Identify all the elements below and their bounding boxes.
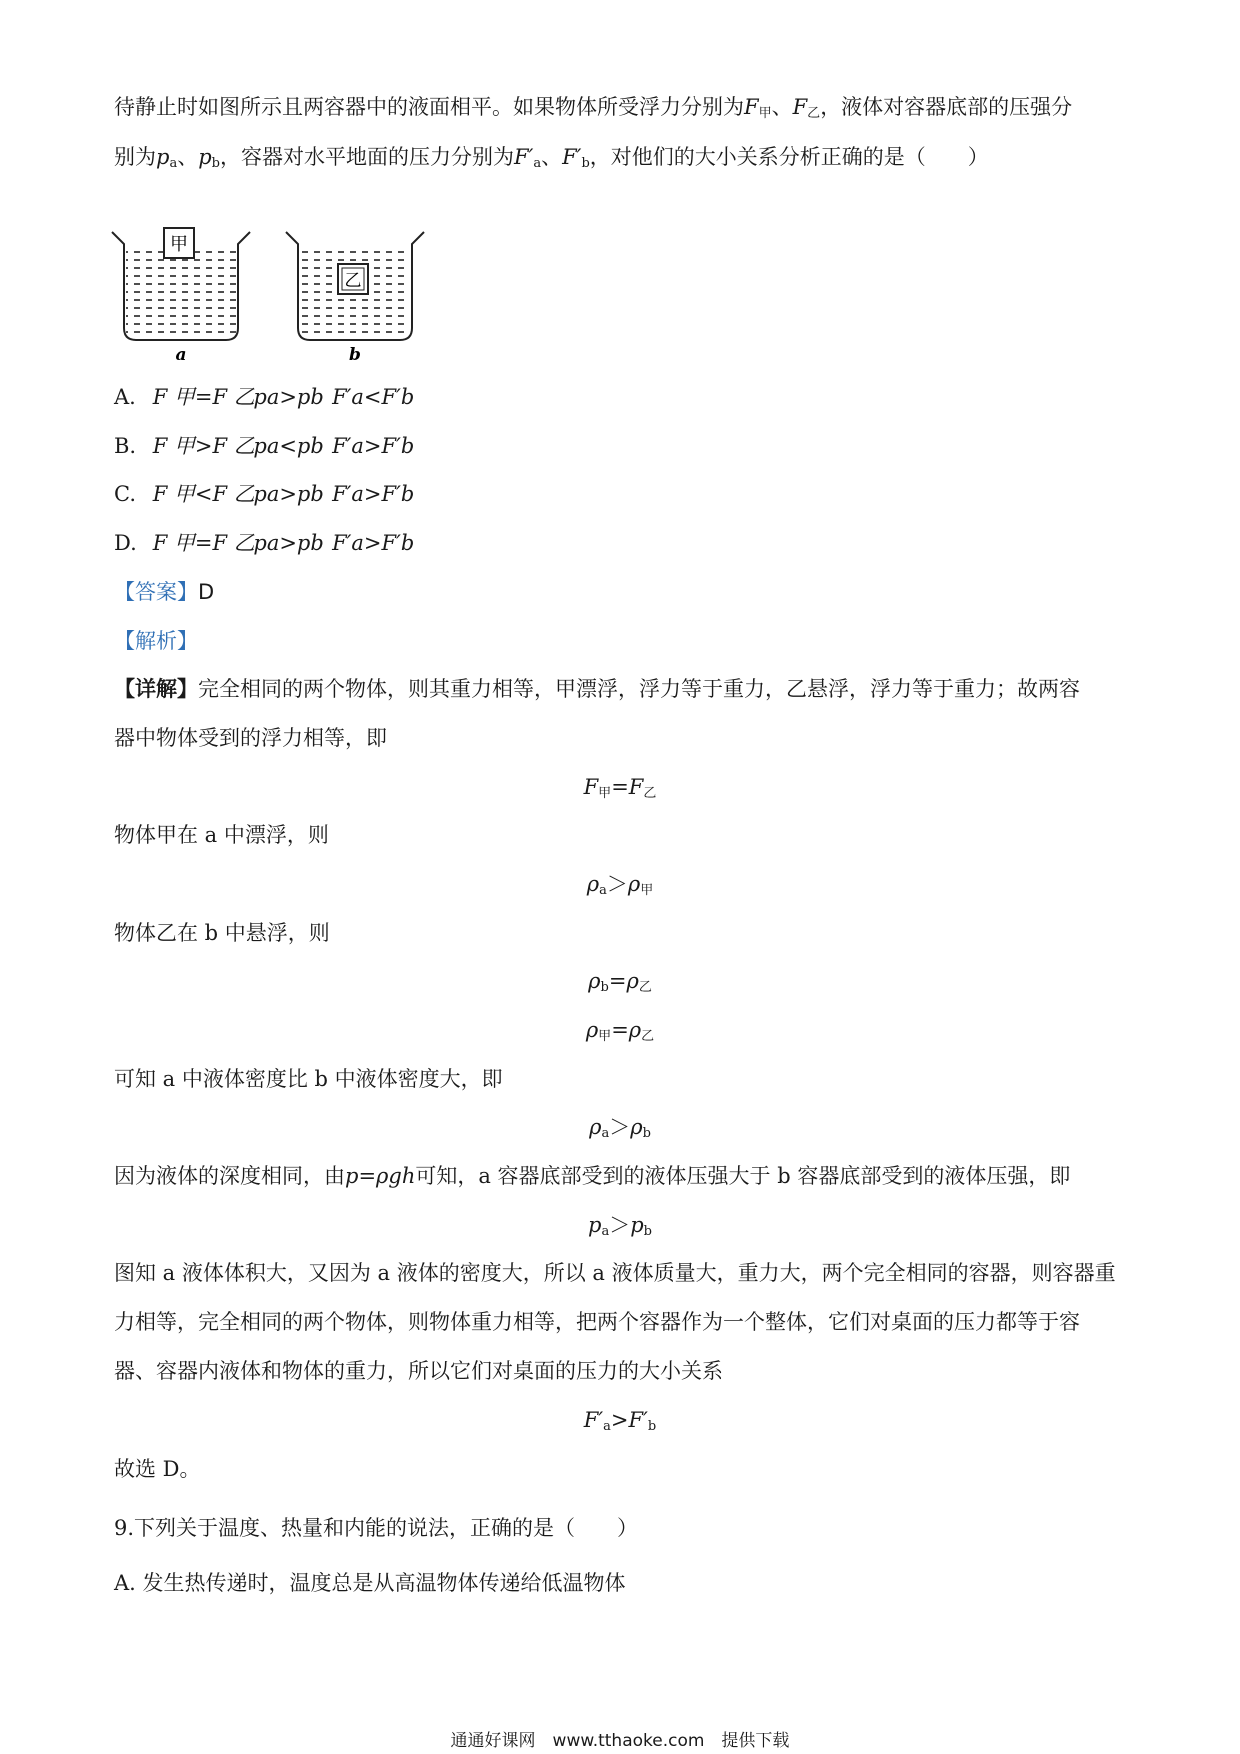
- answer-tag: 【答案】: [114, 580, 198, 604]
- option-d-p: pa>pb: [253, 531, 324, 555]
- analysis-line: [114, 626, 198, 656]
- formula-f: $F_甲=F_乙$: [583, 775, 657, 801]
- q8-text-1: 待静止时如图所示且两容器中的液面相平。如果物体所受浮力分别为: [114, 95, 744, 119]
- answer-line: [114, 577, 214, 607]
- detail-s5a: 因为液体的深度相同，由: [114, 1164, 345, 1188]
- detail-s4: 可知 a 中液体密度比 b 中液体密度大，即: [114, 1067, 503, 1091]
- formula-rho-ab: $\rho_a>\rho_b$: [589, 1115, 651, 1141]
- formula-pressure: p=ρgh: [345, 1164, 416, 1188]
- container-a: [112, 228, 250, 364]
- option-c[interactable]: [114, 479, 414, 509]
- option-a-fp: F′a<F′b: [332, 385, 415, 409]
- option-a-letter: A.: [114, 385, 136, 409]
- detail-p1: 完全相同的两个物体，则其重力相等，甲漂浮，浮力等于重力，乙悬浮，浮力等于重力；故两容: [198, 677, 1080, 701]
- detail-conclusion: 故选 D。: [114, 1457, 201, 1481]
- label-a: a: [175, 345, 187, 364]
- detail-p1b: 器中物体受到的浮力相等，即: [114, 726, 387, 750]
- option-b-f: F 甲>F 乙: [152, 434, 255, 458]
- formula-fprime: $F'_a>F'_b$: [583, 1408, 657, 1434]
- detail-s6-1: 图知 a 液体体积大，又因为 a 液体的密度大，所以 a 液体质量大，重力大，两个完全相同的容器，则容器重: [114, 1261, 1116, 1285]
- q8-line-1: 待静止时如图所示且两容器中的液面相平。如果物体所受浮力分别为$F_甲$、$F_乙$，液体对容器底部的压强分: [114, 95, 1073, 121]
- option-b-letter: B.: [114, 434, 137, 458]
- option-c-f: F 甲<F 乙: [152, 482, 255, 506]
- detail-s5b: 可知，a 容器底部受到的液体压强大于 b 容器底部受到的液体压强，即: [415, 1164, 1071, 1188]
- q8-text-2a: 别为: [114, 145, 156, 169]
- analysis-tag: 【解析】: [114, 629, 198, 653]
- formula-rho-a: $\rho_a>\rho_甲$: [586, 872, 654, 898]
- option-d[interactable]: [114, 528, 414, 558]
- q8-text-2b: ，容器对水平地面的压力分别为: [220, 145, 514, 169]
- detail-tag: 【详解】: [114, 677, 198, 701]
- container-figure: [108, 224, 428, 364]
- object-yi-label: 乙: [344, 271, 362, 291]
- q8-text-1-end: ，液体对容器底部的压强分: [820, 95, 1073, 119]
- detail-s6-3: 器、容器内液体和物体的重力，所以它们对桌面的压力的大小关系: [114, 1359, 723, 1383]
- detail-s3: 物体乙在 b 中悬浮，则: [114, 921, 330, 945]
- option-a-p: pa>pb: [253, 385, 324, 409]
- formula-rho-jia: $\rho_甲=\rho_乙$: [585, 1018, 655, 1044]
- q8-text-2c: ，对他们的大小关系分析正确的是（ ）: [589, 145, 989, 169]
- option-d-letter: D.: [114, 531, 137, 555]
- detail-line-1: [114, 674, 1080, 704]
- option-c-fp: F′a>F′b: [332, 482, 415, 506]
- page-footer: 通通好课网 www.tthaoke.com 提供下载: [450, 1731, 790, 1751]
- option-b[interactable]: [114, 431, 414, 461]
- detail-s6-2: 力相等，完全相同的两个物体，则物体重力相等，把两个容器作为一个整体，它们对桌面的压力都等于容: [114, 1310, 1080, 1334]
- q9-stem: 9.下列关于温度、热量和内能的说法，正确的是（ ）: [114, 1516, 639, 1540]
- detail-s5: [114, 1161, 1070, 1191]
- label-b: b: [349, 345, 361, 364]
- q9-option-a[interactable]: A. 发生热传递时，温度总是从高温物体传递给低温物体: [114, 1571, 626, 1595]
- option-a-f: F 甲=F 乙: [152, 385, 255, 409]
- option-b-fp: F′a>F′b: [332, 434, 415, 458]
- q8-line-2: 别为$p_a$、$p_b$，容器对水平地面的压力分别为$F'_a$、$F'_b$，对他们的大小关系分析正确的是（ ）: [114, 145, 989, 171]
- container-b: [286, 232, 424, 364]
- detail-s2: 物体甲在 a 中漂浮，则: [114, 823, 329, 847]
- formula-p-ab: $p_a>p_b$: [588, 1213, 652, 1239]
- option-b-p: pa<pb: [253, 434, 324, 458]
- formula-rho-b: $\rho_b=\rho_乙$: [588, 969, 652, 995]
- option-a[interactable]: [114, 382, 414, 412]
- detail-line-2: [114, 723, 387, 753]
- option-d-f: F 甲=F 乙: [152, 531, 255, 555]
- option-c-letter: C.: [114, 482, 136, 506]
- option-d-fp: F′a>F′b: [332, 531, 415, 555]
- answer-value: D: [198, 580, 215, 604]
- object-jia-label: 甲: [170, 234, 188, 255]
- option-c-p: pa>pb: [253, 482, 324, 506]
